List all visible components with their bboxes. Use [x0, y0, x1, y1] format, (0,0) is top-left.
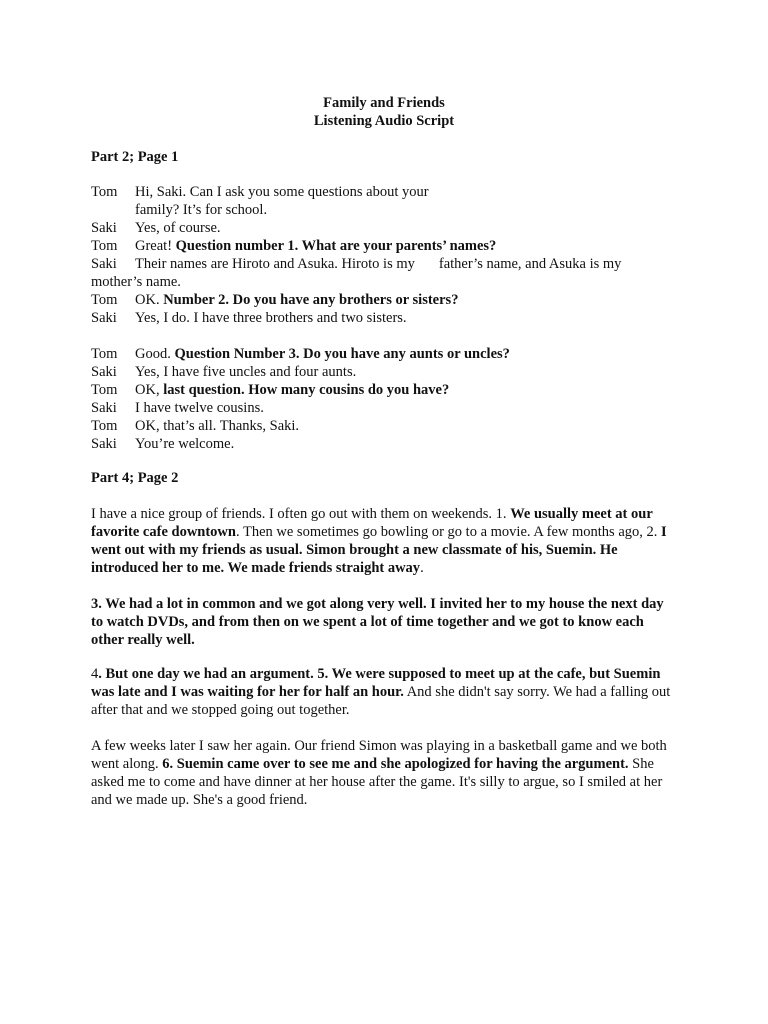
dialogue-text: Yes, I do. I have three brothers and two sisters.: [135, 310, 407, 326]
speaker-name: Tom: [91, 382, 118, 398]
dialogue-text: OK. Number 2. Do you have any brothers or sisters?: [135, 292, 459, 308]
speaker-name: Tom: [91, 418, 118, 434]
speaker-name: Saki: [91, 436, 117, 452]
dialogue-text: You’re welcome.: [135, 436, 235, 452]
speaker-name: Tom: [91, 184, 118, 200]
story-paragraph-2: 3. We had a lot in common and we got along very well. I invited her to my house the next day to watch DVDs, and from then on we spent a lot of time together and we got to know each other really well.: [91, 596, 664, 648]
speaker-name: Tom: [91, 238, 118, 254]
dialogue-text: I have twelve cousins.: [135, 400, 264, 416]
dialogue-text: OK, last question. How many cousins do you have?: [135, 382, 450, 398]
story-paragraph-3: 4. But one day we had an argument. 5. We were supposed to meet up at the cafe, but Suemin was late and I was waiting for her for half an hour. And she didn't say sorry. We had a falling out after that and we stopped going out together.: [91, 666, 671, 718]
speaker-name: Saki: [91, 310, 117, 326]
question-text: last question. How many cousins do you have?: [163, 382, 450, 398]
part2-heading: Part 2; Page 1: [91, 149, 179, 165]
dialogue-text: Yes, of course.: [135, 220, 221, 236]
part4-heading: Part 4; Page 2: [91, 470, 179, 486]
question-text: Question number 1. What are your parents’ names?: [175, 238, 497, 254]
speaker-name: Tom: [91, 346, 118, 362]
question-text: Number 2. Do you have any brothers or sisters?: [163, 292, 459, 308]
speaker-name: Saki: [91, 256, 117, 272]
dialogue-text: Good. Question Number 3. Do you have any aunts or uncles?: [135, 346, 510, 362]
story-paragraph-4: A few weeks later I saw her again. Our friend Simon was playing in a basketball game and we both went along. 6. Suemin came over to see me and she apologized for having the argument. She asked me to come and have dinner at her house after the game. It's silly to argue, so I smiled at her and we made up. She's a good friend.: [91, 738, 667, 808]
dialogue-text: Their names are Hiroto and Asuka. Hiroto is my father’s name, and Asuka is my: [135, 256, 622, 272]
dialogue-continuation: family? It’s for school.: [135, 202, 268, 218]
dialogue-text: Yes, I have five uncles and four aunts.: [135, 364, 357, 380]
speaker-name: Saki: [91, 220, 117, 236]
dialogue-text: Hi, Saki. Can I ask you some questions about your: [135, 184, 429, 200]
dialogue-text: OK, that’s all. Thanks, Saki.: [135, 418, 300, 434]
speaker-name: Saki: [91, 364, 117, 380]
dialogue-text: Great! Question number 1. What are your parents’ names?: [135, 238, 497, 254]
question-text: Question Number 3. Do you have any aunts or uncles?: [174, 346, 510, 362]
speaker-name: Tom: [91, 292, 118, 308]
document-title: Family and Friends: [323, 95, 445, 111]
story-paragraph-1: I have a nice group of friends. I often go out with them on weekends. 1. We usually meet at our favorite cafe downtown. Then we sometimes go bowling or go to a movie. A few months ago, 2. I went out with my friends as usual. Simon brought a new classmate of his, Suemin. He introduced her to me. We made friends straight away.: [91, 506, 667, 576]
dialogue-continuation: mother’s name.: [91, 274, 181, 290]
speaker-name: Saki: [91, 400, 117, 416]
document-subtitle: Listening Audio Script: [313, 113, 455, 129]
